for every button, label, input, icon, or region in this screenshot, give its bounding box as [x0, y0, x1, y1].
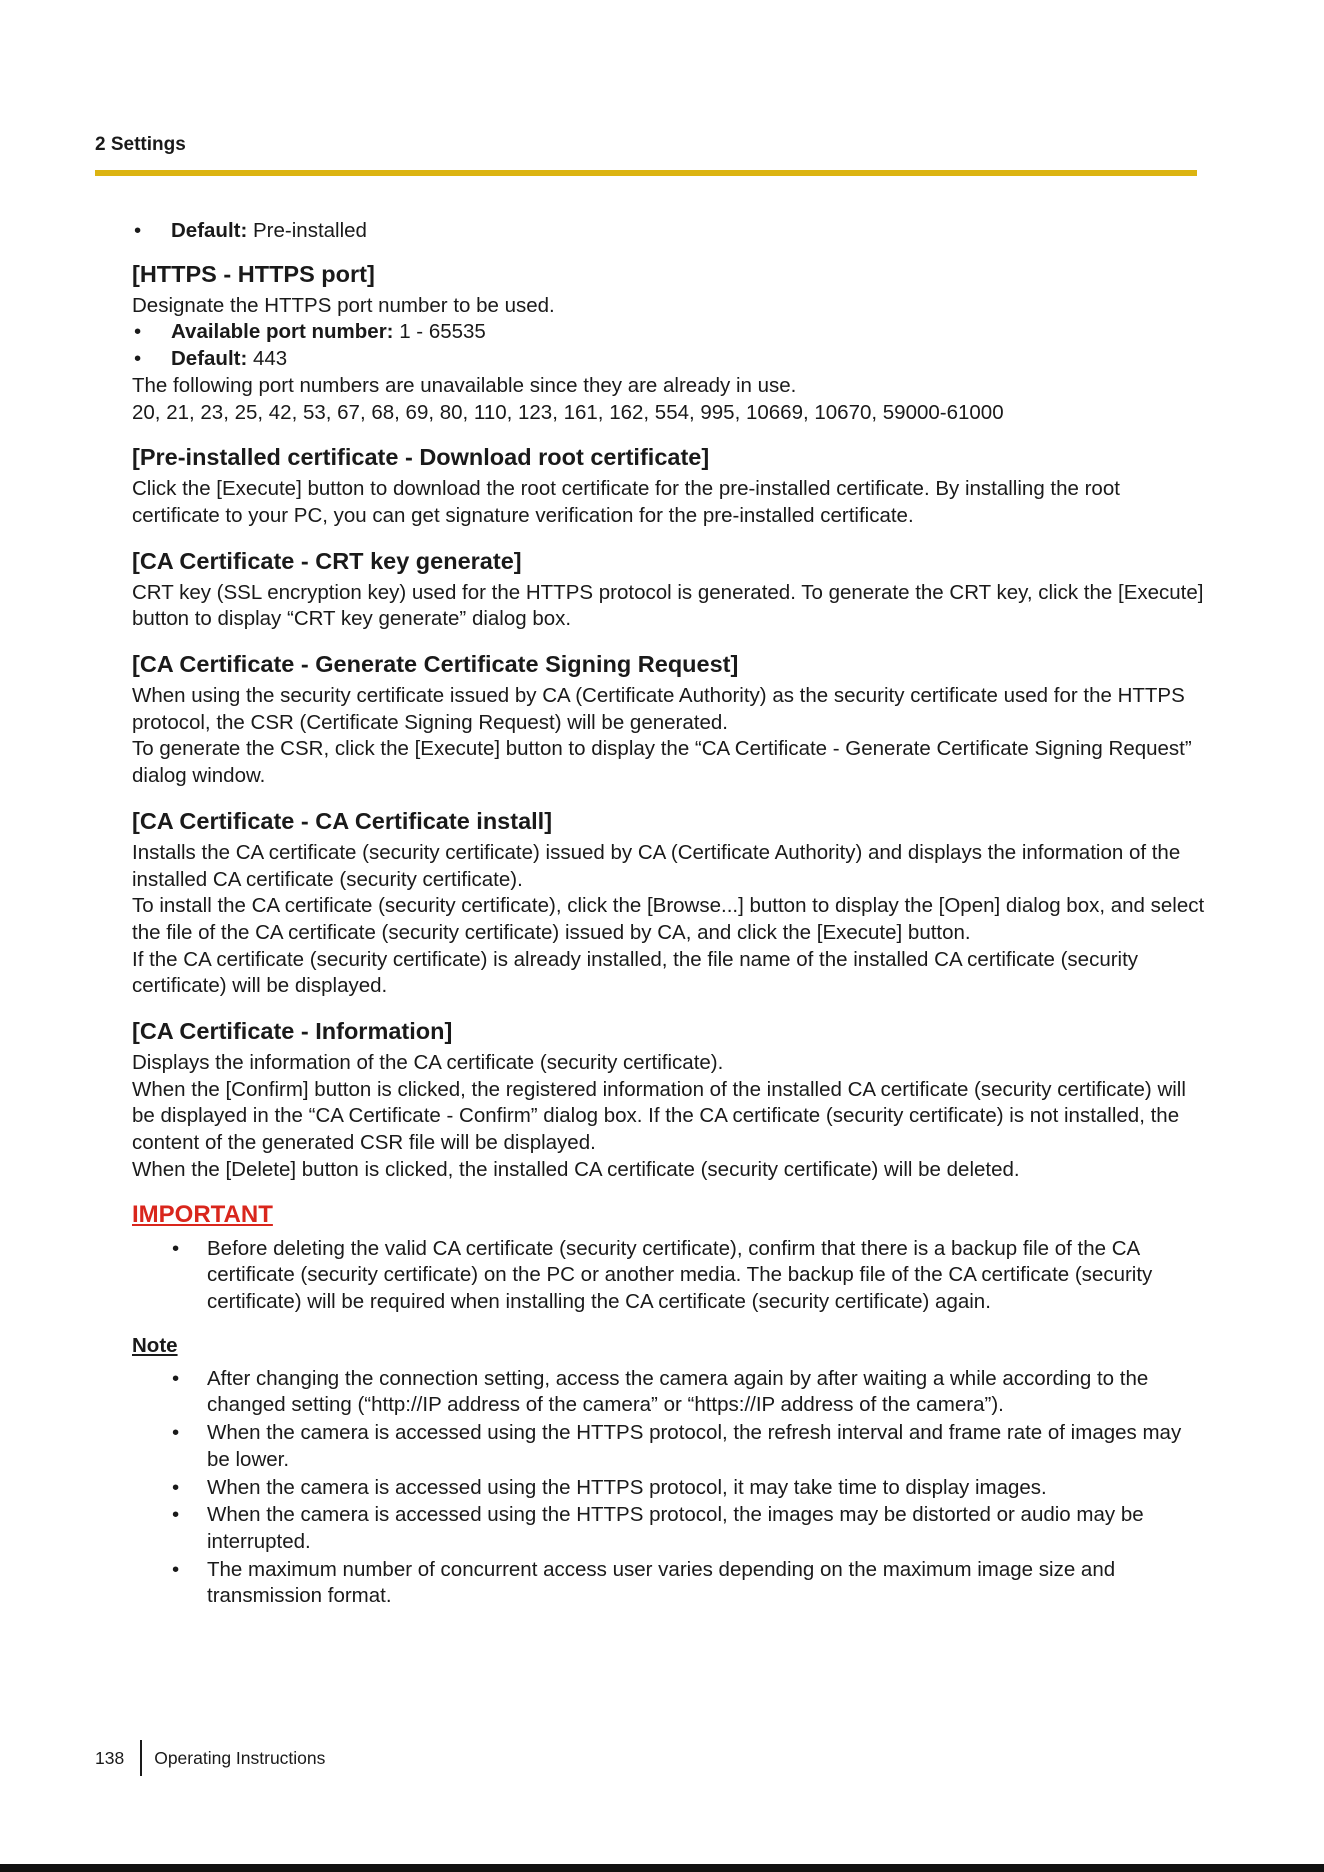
- important-item: • Before deleting the valid CA certificate (security certificate), confirm that there is a backup file of the CA certificate (security certificate) on the PC or another media. The backup file of the CA certificate (security certificate) will be required when installing the CA certificate (security certificate) again.: [170, 1236, 1207, 1316]
- bottom-edge-bar: [0, 1864, 1324, 1872]
- default-port-value: 443: [247, 347, 288, 371]
- crt-key-title: [CA Certificate - CRT key generate]: [132, 547, 522, 574]
- ca-info-body-2: When the [Confirm] button is clicked, the registered information of the installed CA certificate (security certificate) will be displayed in the “CA Certificate - Confirm” dialog box. If the CA certificate (security certificate) is not installed, the content of the generated CSR file will be displayed.: [132, 1077, 1186, 1155]
- footer-divider: [140, 1740, 142, 1776]
- document-title: Operating Instructions: [154, 1747, 326, 1768]
- available-port-value: 1 - 65535: [393, 320, 486, 344]
- https-port-title: [HTTPS - HTTPS port]: [132, 260, 375, 287]
- ca-info-title: [CA Certificate - Information]: [132, 1018, 453, 1045]
- csr-body-2: To generate the CSR, click the [Execute] button to display the “CA Certificate - Generate Certificate Signing Request” dialog window.: [132, 737, 1192, 788]
- note-heading: Note: [132, 1333, 178, 1357]
- unavailable-ports-note: The following port numbers are unavailable since they are already in use.: [132, 373, 797, 397]
- crt-key-body: CRT key (SSL encryption key) used for the HTTPS protocol is generated. To generate the CRT key, click the [Execute] button to display “CRT key generate” dialog box.: [132, 580, 1204, 631]
- unavailable-ports-list: 20, 21, 23, 25, 42, 53, 67, 68, 69, 80, 110, 123, 161, 162, 554, 995, 10669, 10670, 59000-61000: [132, 400, 1004, 424]
- page-content: [132, 218, 1207, 1611]
- https-port-description: Designate the HTTPS port number to be used.: [132, 293, 555, 317]
- default-bullet: [132, 218, 1207, 245]
- page-number: 138: [95, 1747, 125, 1768]
- csr-body-1: When using the security certificate issued by CA (Certificate Authority) as the security certificate used for the HTTPS protocol, the CSR (Certificate Signing Request) will be generated.: [132, 684, 1185, 734]
- important-list: [132, 1236, 1207, 1316]
- note-item: • When the camera is accessed using the HTTPS protocol, the refresh interval and frame rate of images may be lower.: [170, 1420, 1207, 1473]
- ca-info-body-3: When the [Delete] button is clicked, the installed CA certificate (security certificate) will be deleted.: [132, 1157, 1020, 1181]
- note-list: [132, 1366, 1207, 1610]
- note-item: • When the camera is accessed using the HTTPS protocol, it may take time to display images.: [170, 1475, 1207, 1502]
- ca-info-body-1: Displays the information of the CA certificate (security certificate).: [132, 1051, 724, 1075]
- header-rule: [95, 170, 1197, 176]
- ca-install-body-3: If the CA certificate (security certificate) is already installed, the file name of the installed CA certificate (security certificate) will be displayed.: [132, 947, 1139, 998]
- preinstalled-certificate-body: Click the [Execute] button to download the root certificate for the pre-installed certificate. By installing the root certificate to your PC, you can get signature verification for the pre-installed certificate.: [132, 477, 1120, 527]
- ca-install-title: [CA Certificate - CA Certificate install]: [132, 807, 553, 834]
- important-heading: IMPORTANT: [132, 1200, 273, 1228]
- csr-title: [CA Certificate - Generate Certificate Signing Request]: [132, 651, 739, 678]
- page-footer: [95, 1740, 325, 1776]
- ca-install-body-1: Installs the CA certificate (security certificate) issued by CA (Certificate Authority) and displays the information of the installed CA certificate (security certificate).: [132, 840, 1181, 891]
- default-label: Default:: [171, 219, 248, 242]
- note-item: • The maximum number of concurrent access user varies depending on the maximum image size and transmission format.: [170, 1557, 1207, 1610]
- default-port-label: Default:: [171, 347, 248, 371]
- note-item: • When the camera is accessed using the HTTPS protocol, the images may be distorted or audio may be interrupted.: [170, 1502, 1207, 1555]
- note-item: • After changing the connection setting, access the camera again by after waiting a while according to the changed setting (“http://IP address of the camera” or “https://IP address of the camera”).: [170, 1366, 1207, 1419]
- preinstalled-certificate-title: [Pre-installed certificate - Download root certificate]: [132, 444, 710, 471]
- section-header-label: 2 Settings: [95, 134, 186, 155]
- default-value: Pre-installed: [247, 219, 367, 242]
- available-port-bullet: [132, 319, 1207, 346]
- ca-install-body-2: To install the CA certificate (security certificate), click the [Browse...] button to display the [Open] dialog box, and select the file of the CA certificate (security certificate) issued by CA, and click the [Execute] button.: [132, 894, 1205, 944]
- available-port-label: Available port number:: [171, 320, 394, 344]
- default-port-bullet: [132, 346, 1207, 373]
